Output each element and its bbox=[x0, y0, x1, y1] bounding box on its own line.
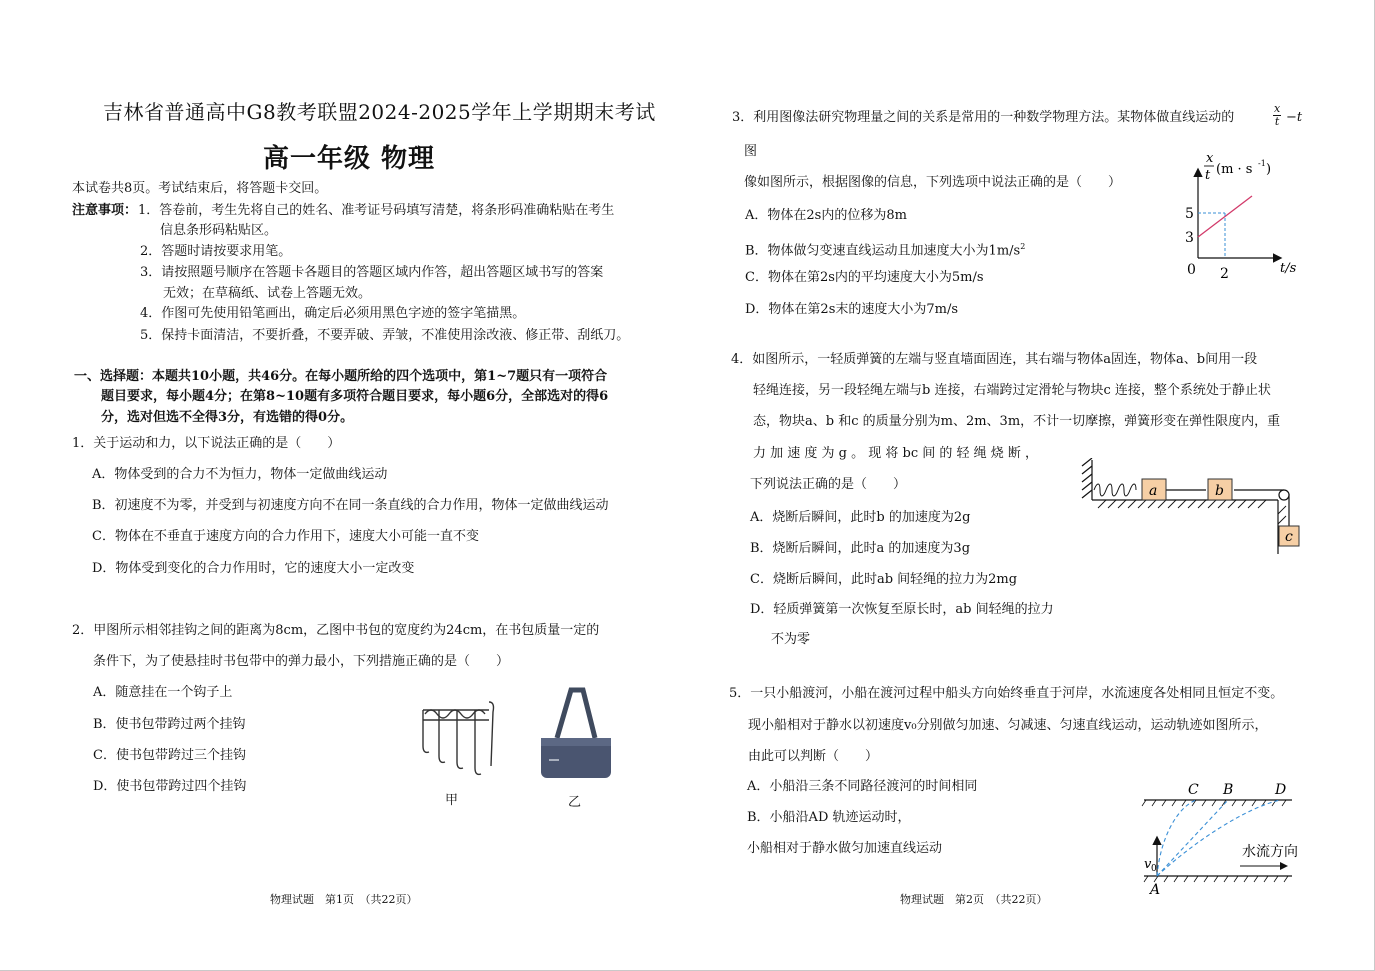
q3-fraction bbox=[1273, 103, 1281, 128]
q5-option-b: B．小船沿AD 轨迹运动时， bbox=[747, 810, 911, 825]
q5-v0-sub: 0 bbox=[1151, 864, 1157, 874]
q4-stem-line-2: 轻绳连接，另一段轻绳左端与b 连接，右端跨过定滑轮与物块c 连接，整个系统处于静止状 bbox=[753, 383, 1271, 398]
q5-point-c: C bbox=[1188, 782, 1199, 798]
exam-intro: 本试卷共8页。考试结束后，将答题卡交回。 bbox=[72, 181, 328, 196]
q3-stem-tail: −t bbox=[1286, 110, 1303, 125]
exam-title: 吉林省普通高中G8教考联盟2024-2025学年上学期期末考试 bbox=[103, 100, 656, 124]
q5-option-a: A．小船沿三条不同路径渡河的时间相同 bbox=[747, 779, 978, 794]
q3-origin: 0 bbox=[1187, 262, 1196, 278]
q3-tick-y-3: 3 bbox=[1185, 230, 1194, 246]
q5-point-a: A bbox=[1150, 882, 1161, 898]
q3-option-a: A．物体在2s内的位移为8m bbox=[745, 208, 907, 223]
q5-path-ac bbox=[1157, 800, 1196, 876]
q2-option-b: B．使书包带跨过两个挂钩 bbox=[93, 717, 246, 732]
q4-option-a: A．烧断后瞬间，此时b 的加速度为2g bbox=[750, 510, 971, 525]
q4-stem-line-5: 下列说法正确的是（ ） bbox=[750, 477, 907, 492]
notice-label: 注意事项： bbox=[72, 203, 138, 218]
q3-tick-y-5: 5 bbox=[1185, 206, 1194, 222]
q1-stem: 1．关于运动和力，以下说法正确的是（ ） bbox=[72, 436, 341, 451]
notice-4: 4．作图可先使用铅笔画出，确定后必须用黑色字迹的签字笔描黑。 bbox=[140, 306, 526, 321]
q3-graph-y-unit: (m · s bbox=[1216, 162, 1253, 177]
notice-3: 3．请按照题号顺序在答题卡各题目的答题区域内作答，超出答题区域书写的答案 bbox=[140, 265, 604, 280]
bag-figure bbox=[535, 686, 615, 782]
q3-option-b-text: B．物体做匀变速直线运动且加速度大小为1m/s bbox=[745, 243, 1021, 259]
section-heading-line-1: 一、选择题：本题共10小题，共46分。在每小题所给的四个选项中，第1~7题只有一项符合 bbox=[74, 369, 608, 384]
q3-stem-line-2: 图 bbox=[744, 144, 758, 159]
q1-option-b: B．初速度不为零，并受到与初速度方向不在同一条直线的合力作用，物体一定做曲线运动 bbox=[92, 498, 609, 513]
q3-graph-y-label-top: x bbox=[1206, 151, 1214, 166]
q3-graph-y-unit-close: ) bbox=[1266, 162, 1272, 177]
q3-stem-line-1: 3．利用图像法研究物理量之间的关系是常用的一种数学物理方法。某物体做直线运动的 bbox=[732, 110, 1235, 125]
q4-spring-pulley-figure bbox=[1078, 458, 1304, 558]
q3-graph-x-label: t/s bbox=[1280, 261, 1297, 276]
q5-v0-label: v bbox=[1144, 857, 1152, 872]
q4-option-b: B．烧断后瞬间，此时a 的加速度为3g bbox=[750, 541, 971, 556]
q5-stem-line-1: 5．一只小船渡河，小船在渡河过程中船头方向始终垂直于河岸，水流速度各处相同且恒定不变。 bbox=[729, 686, 1284, 701]
notice-5: 5．保持卡面清洁，不要折叠，不要弄破、弄皱，不准使用涂改液、修正带、刮纸刀。 bbox=[140, 328, 630, 343]
notice-1: 1．答卷前，考生先将自己的姓名、准考证号码填写清楚，将条形码准确粘贴在考生 bbox=[138, 203, 615, 218]
q2-stem-line-1: 2．甲图所示相邻挂钩之间的距离为8cm，乙图中书包的宽度约为24cm，在书包质量一定的 bbox=[72, 623, 600, 638]
q3-option-b-sup: 2 bbox=[1020, 242, 1026, 251]
q3-graph-y-unit-sup: -1 bbox=[1258, 159, 1266, 168]
q3-option-c: C．物体在第2s内的平均速度大小为5m/s bbox=[745, 270, 984, 285]
q3-option-b bbox=[745, 239, 1025, 259]
q5-path-ab bbox=[1157, 800, 1228, 876]
figure-label-jia: 甲 bbox=[445, 793, 459, 808]
notice-1-cont: 信息条形码粘贴区。 bbox=[160, 223, 278, 238]
q4-stem-line-4: 力 加 速 度 为 g 。 现 将 bc 间 的 轻 绳 烧 断 ， bbox=[753, 446, 1039, 461]
q4-option-d-cont: 不为零 bbox=[771, 632, 811, 647]
q3-tick-x-2: 2 bbox=[1220, 266, 1229, 282]
q3-xt-graph bbox=[1176, 148, 1306, 282]
q4-stem-line-3: 态，物块a、b 和c 的质量分别为m、2m、3m，不计一切摩擦，弹簧形变在弹性限度内，重 bbox=[753, 414, 1281, 429]
q2-option-d: D．使书包带跨过四个挂钩 bbox=[93, 779, 247, 794]
q4-option-d: D．轻质弹簧第一次恢复至原长时，ab 间轻绳的拉力 bbox=[750, 602, 1054, 617]
section-heading-line-3: 分，选对但选不全得3分，有选错的得0分。 bbox=[101, 410, 354, 425]
q3-graph-y-label-bottom: t bbox=[1205, 168, 1211, 183]
q1-option-c: C．物体在不垂直于速度方向的合力作用下，速度大小可能一直不变 bbox=[92, 529, 479, 544]
subject-title: 高一年级 物理 bbox=[263, 144, 436, 174]
figure-label-yi: 乙 bbox=[568, 795, 582, 810]
q2-option-a: A．随意挂在一个钩子上 bbox=[93, 685, 233, 700]
q2-option-c: C．使书包带跨过三个挂钩 bbox=[93, 748, 246, 763]
page1-footer: 物理试题 第1页 （共22页） bbox=[270, 893, 418, 906]
q4-block-c-label: c bbox=[1285, 529, 1293, 545]
q4-block-a-label: a bbox=[1149, 483, 1158, 499]
q5-option-b-cont: 小船相对于静水做匀加速直线运动 bbox=[747, 841, 943, 856]
q1-option-a: A．物体受到的合力不为恒力，物体一定做曲线运动 bbox=[92, 467, 388, 482]
hook-rack-figure bbox=[415, 696, 495, 778]
q5-stem-line-3: 由此可以判断（ ） bbox=[748, 749, 879, 764]
q5-river-figure bbox=[1136, 780, 1312, 900]
section-heading-line-2: 题目要求，每小题4分；在第8~10题有多项符合题目要求，每小题6分，全部选对的得6 bbox=[101, 389, 609, 404]
q5-point-d: D bbox=[1275, 782, 1287, 798]
q4-stem-line-1: 4．如图所示，一轻质弹簧的左端与竖直墙面固连，其右端与物体a固连，物体a、b间用一段 bbox=[731, 352, 1258, 367]
notice-3-cont: 无效；在草稿纸、试卷上答题无效。 bbox=[163, 286, 372, 301]
q3-option-d: D．物体在第2s末的速度大小为7m/s bbox=[745, 302, 959, 317]
q5-point-b: B bbox=[1223, 782, 1234, 798]
q5-stem-line-2: 现小船相对于静水以初速度v₀分别做匀加速、匀减速、匀速直线运动，运动轨迹如图所示， bbox=[748, 718, 1268, 733]
q3-fraction-top: x bbox=[1274, 102, 1281, 115]
q5-flow-label: 水流方向 bbox=[1242, 844, 1298, 860]
q1-option-d: D．物体受到变化的合力作用时，它的速度大小一定改变 bbox=[92, 561, 415, 576]
q2-stem-line-2: 条件下，为了使悬挂时书包带中的弹力最小，下列措施正确的是（ ） bbox=[93, 654, 510, 669]
q4-option-c: C．烧断后瞬间，此时ab 间轻绳的拉力为2mg bbox=[750, 572, 1018, 587]
q3-fraction-bottom: t bbox=[1274, 115, 1280, 128]
q5-path-ad bbox=[1157, 800, 1280, 876]
q4-block-b-label: b bbox=[1215, 483, 1224, 499]
notice-2: 2．答题时请按要求用笔。 bbox=[140, 244, 292, 259]
q3-stem-line-3: 像如图所示，根据图像的信息，下列选项中说法正确的是（ ） bbox=[744, 175, 1122, 190]
page2-footer: 物理试题 第2页 （共22页） bbox=[900, 893, 1048, 906]
